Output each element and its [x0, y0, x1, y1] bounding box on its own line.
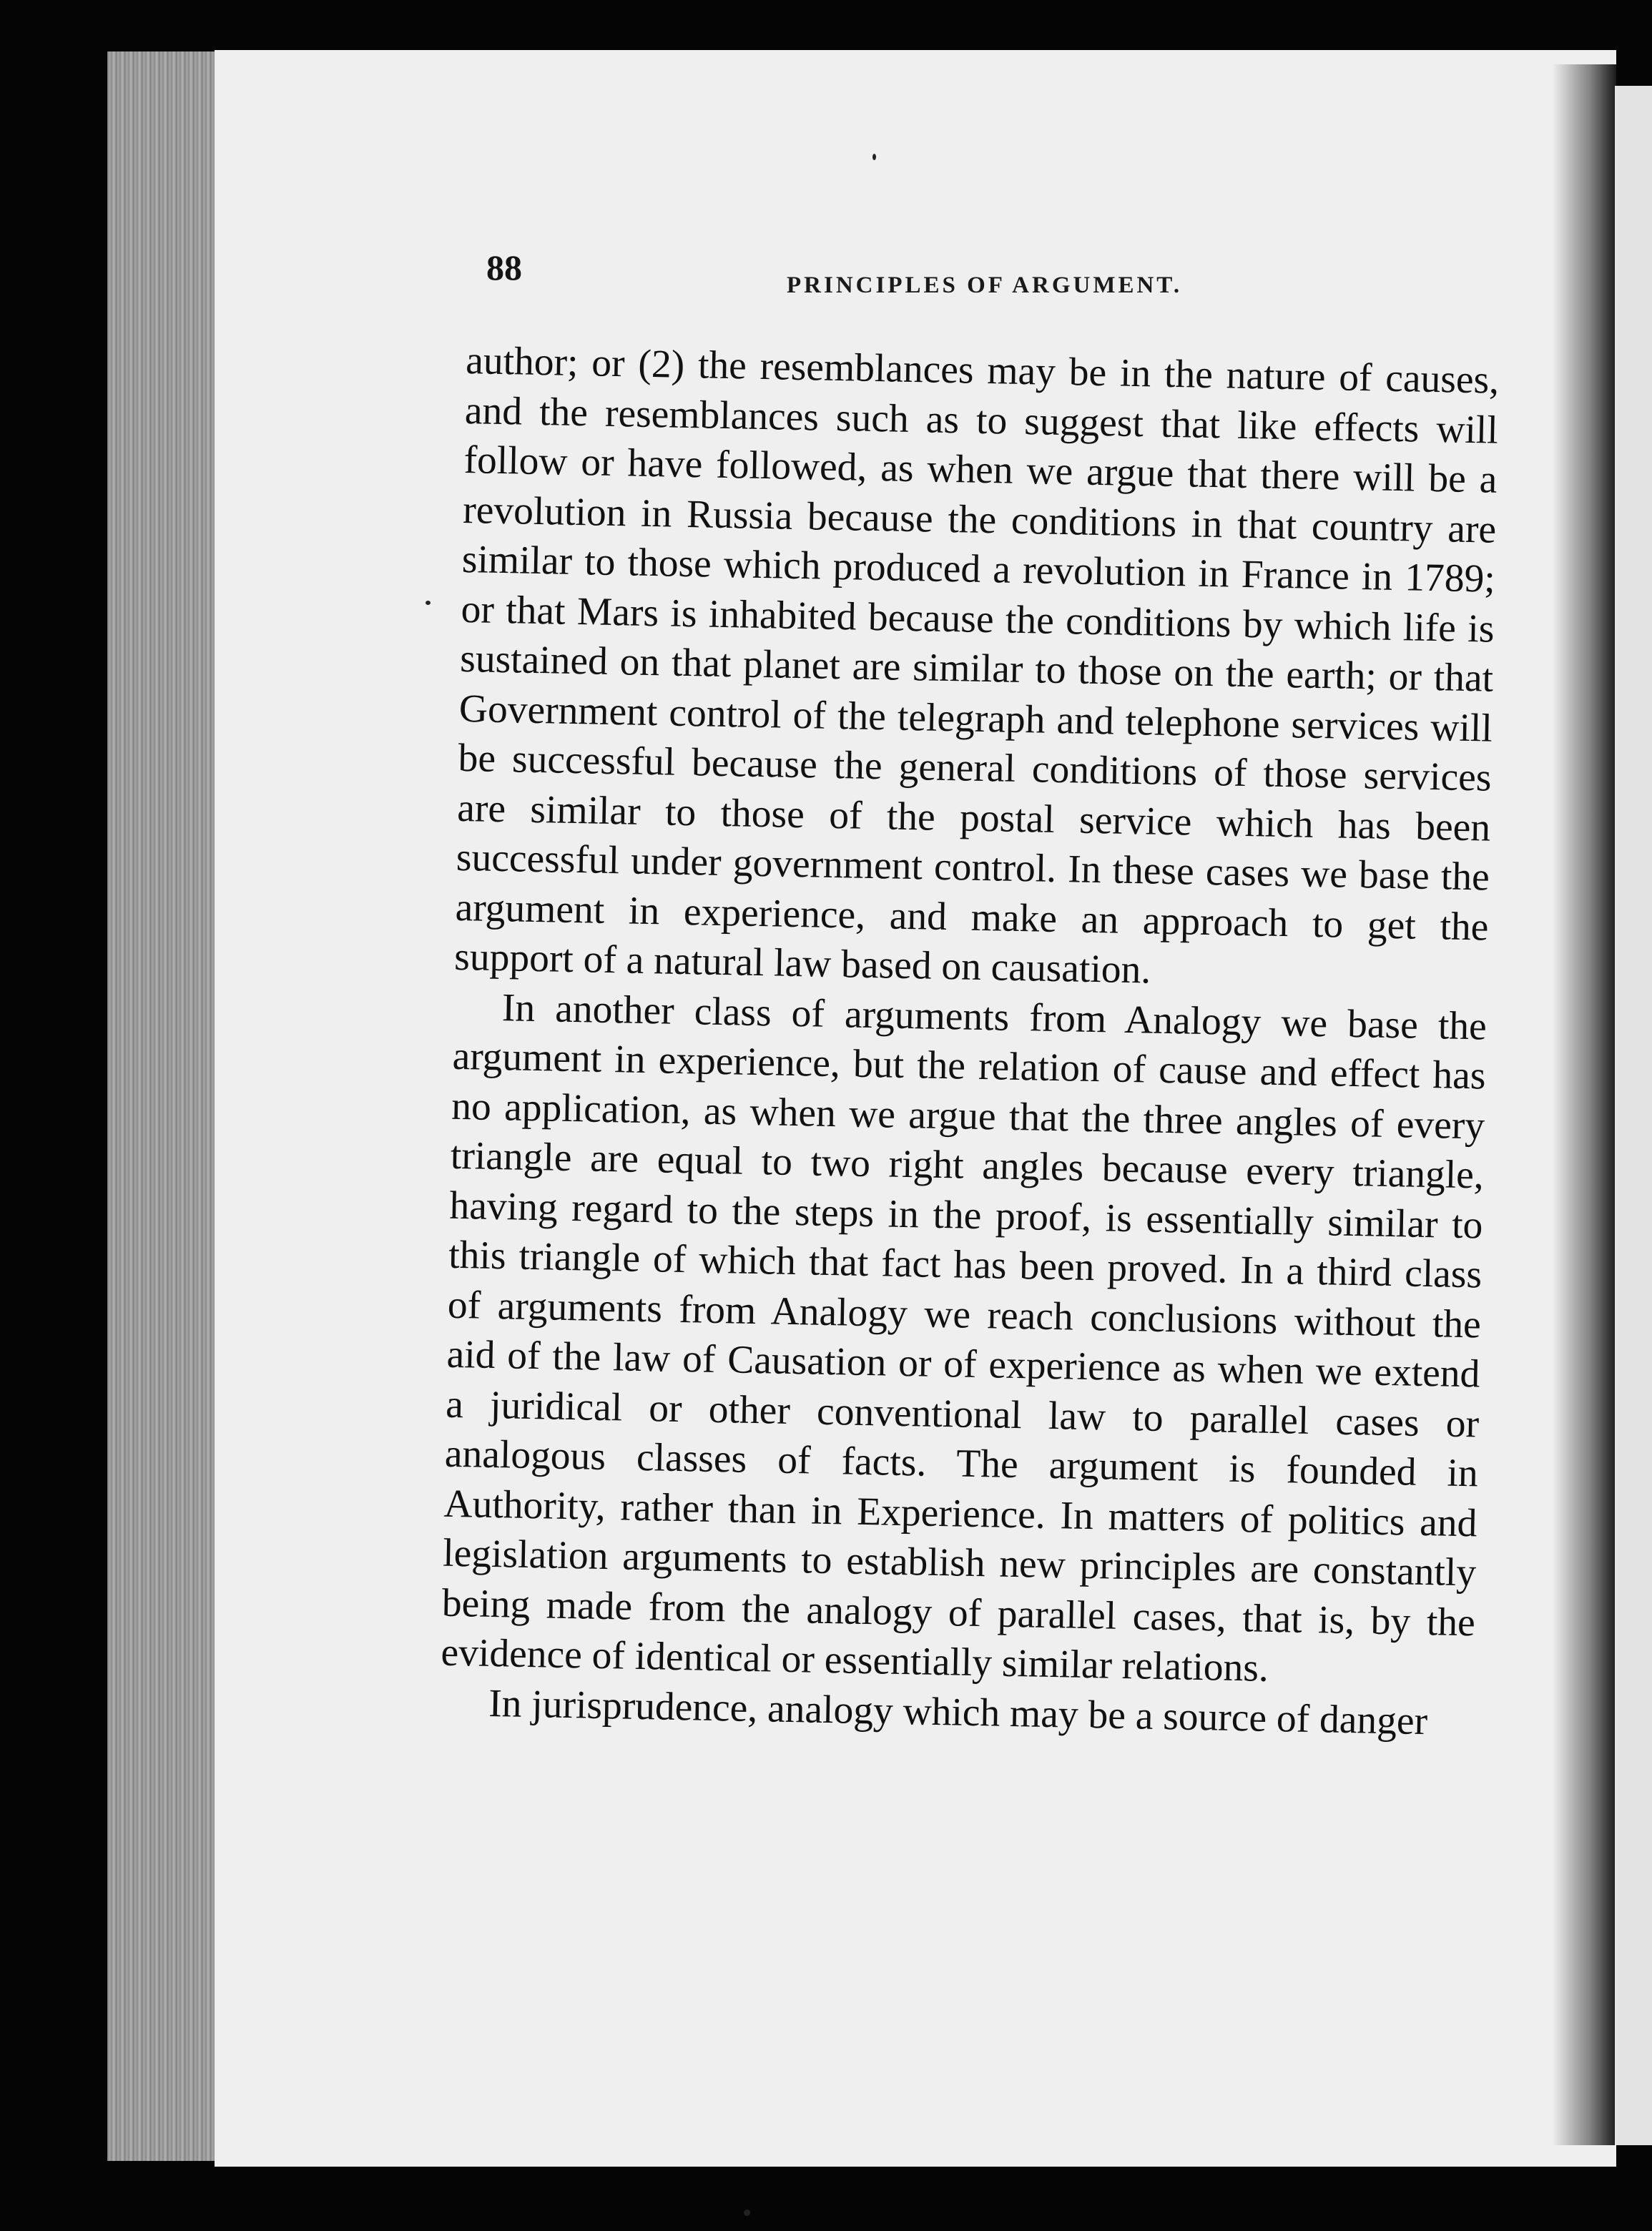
dust-speck	[744, 2210, 750, 2216]
running-head: PRINCIPLES OF ARGUMENT.	[787, 272, 1183, 298]
spine-shadow	[1552, 64, 1616, 2145]
paragraph-1: author; or (2) the resemblances may be in the nature of causes, and the resemblances such as to suggest that like effects will follow or have followed, as when we argue that there will be a revolution in Russia because the conditions in that country are similar to those which produced a revolution in France in 1789; or that Mars is inhabited because the conditions by which life is sustained on that planet are similar to those on the earth; or that Government control of the telegraph and telephone services will be successful because the general conditions of those services are similar to those of the postal service which has been successful under government control. In these cases we base the argument in experience, and make an approach to get the support of a natural law based on causation.	[453, 338, 1500, 993]
page-header	[479, 247, 1502, 311]
facing-page-edge	[1615, 86, 1652, 2145]
dust-speck	[872, 154, 876, 160]
body-text	[440, 336, 1500, 1747]
dust-speck	[426, 601, 431, 605]
paragraph-2: In another class of arguments from Analogy we base the argument in experience, but the relation of cause and effect has no application, as when we argue that the three angles of every triangle are equal to two right angles because every triangle, having regard to the steps in the proof, is essentially similar to this triangle of which that fact has been proved. In a third class of arguments from Analogy we reach conclusions without the aid of the law of Causation or of experience as when we extend a juridical or other conventional law to parallel cases or analogous classes of facts. The argument is founded in Authority, rather than in Experience. In matters of politics and legislation arguments to establish new principles are constantly being made from the analogy of parallel cases, that is, by the evidence of identical or essentially similar relations.	[441, 985, 1488, 1690]
page-number: 88	[486, 247, 522, 287]
paragraph-3: In jurisprudence, analogy which may be a source of danger	[488, 1681, 1428, 1743]
